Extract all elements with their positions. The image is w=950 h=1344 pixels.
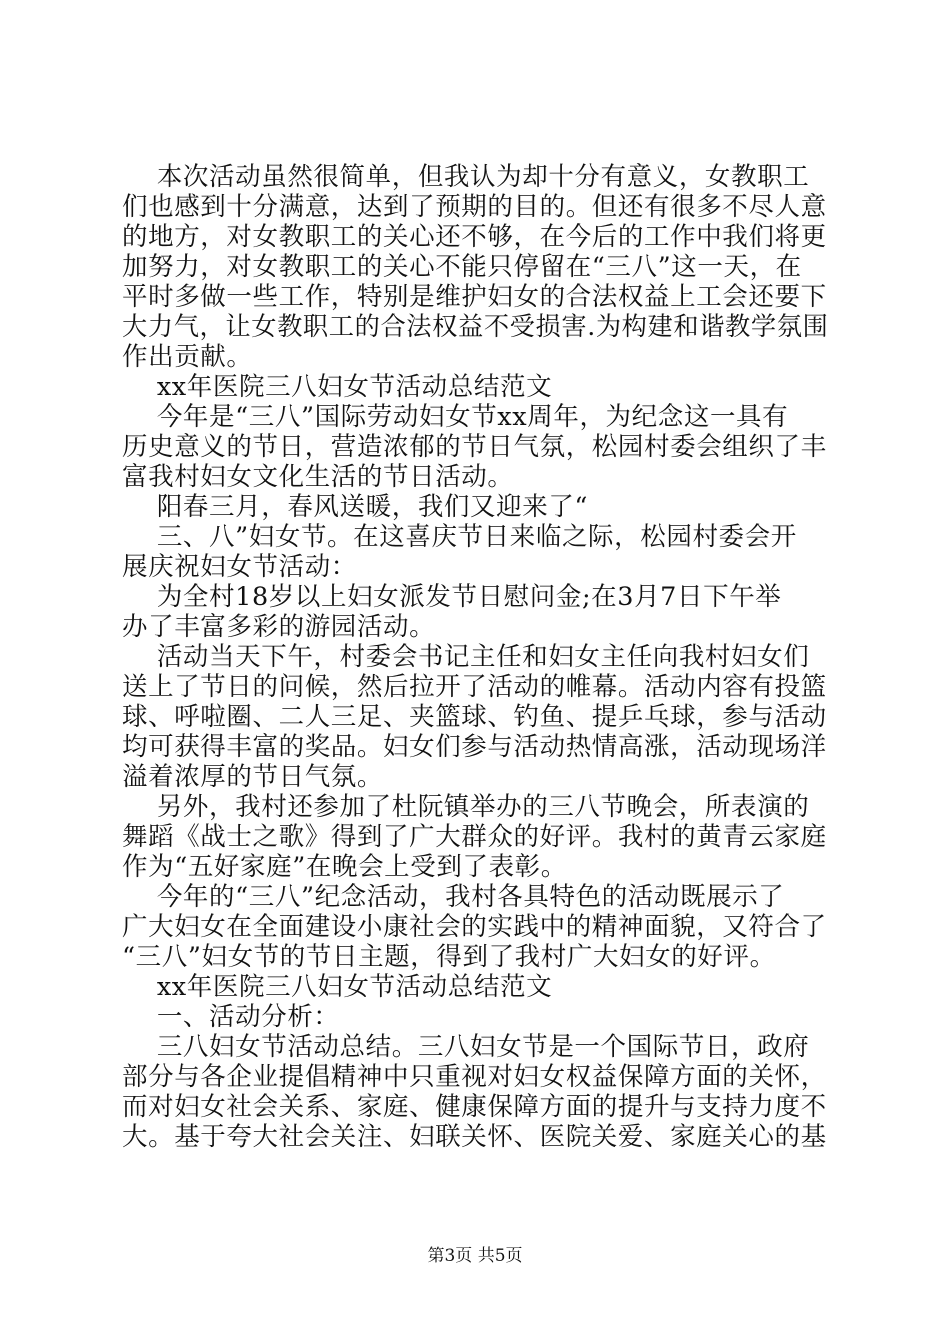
text-line: 另外，我村还参加了杜阮镇举办的三八节晚会，所表演的 (122, 792, 810, 822)
text-line: 广大妇女在全面建设小康社会的实践中的精神面貌，又符合了 (122, 912, 827, 942)
text-line: 三八妇女节活动总结。三八妇女节是一个国际节日，政府 (122, 1032, 810, 1062)
text-line: 今年是“三八”国际劳动妇女节xx周年，为纪念这一具有 (122, 402, 789, 432)
text-line: 为全村18岁以上妇女派发节日慰问金;在3月7日下午举 (122, 582, 782, 612)
text-line: 展庆祝妇女节活动： (122, 552, 357, 582)
text-line: 送上了节日的问候，然后拉开了活动的帷幕。活动内容有投篮 (122, 672, 827, 702)
text-line: 均可获得丰富的奖品。妇女们参与活动热情高涨，活动现场洋 (122, 732, 827, 762)
text-line: 溢着浓厚的节日气氛。 (122, 762, 384, 792)
text-line: 部分与各企业提倡精神中只重视对妇女权益保障方面的关怀， (122, 1062, 827, 1092)
text-line: 一、活动分析： (122, 1002, 340, 1032)
text-line: 加努力，对女教职工的关心不能只停留在“三八”这一天，在 (122, 252, 802, 282)
text-line: 阳春三月，春风送暖，我们又迎来了“ (122, 492, 589, 522)
text-line: 作出贡献。 (122, 342, 253, 372)
text-line: 今年的“三八”纪念活动，我村各具特色的活动既展示了 (122, 882, 785, 912)
text-line: 活动当天下午，村委会书记主任和妇女主任向我村妇女们 (122, 642, 810, 672)
text-line: 大力气，让女教职工的合法权益不受损害.为构建和谐教学氛围 (122, 312, 829, 342)
page-footer: 第3页 共5页 (427, 1246, 523, 1266)
text-line: 本次活动虽然很简单，但我认为却十分有意义，女教职工 (122, 162, 810, 192)
text-line: 舞蹈《战士之歌》得到了广大群众的好评。我村的黄青云家庭 (122, 822, 827, 852)
text-line: 的地方，对女教职工的关心还不够，在今后的工作中我们将更 (122, 222, 827, 252)
text-line: 历史意义的节日，营造浓郁的节日气氛，松园村委会组织了丰 (122, 432, 827, 462)
text-line: xx年医院三八妇女节活动总结范文 (122, 972, 553, 1002)
text-line: 办了丰富多彩的游园活动。 (122, 612, 436, 642)
text-line: 大。基于夸大社会关注、妇联关怀、医院关爱、家庭关心的基 (122, 1122, 827, 1152)
text-line: 平时多做一些工作，特别是维护妇女的合法权益上工会还要下 (122, 282, 827, 312)
text-line: 三、八”妇女节。在这喜庆节日来临之际，松园村委会开 (122, 522, 797, 552)
text-line: xx年医院三八妇女节活动总结范文 (122, 372, 553, 402)
text-line: 作为“五好家庭”在晚会上受到了表彰。 (122, 852, 567, 882)
text-line: 富我村妇女文化生活的节日活动。 (122, 462, 514, 492)
text-line: 们也感到十分满意，达到了预期的目的。但还有很多不尽人意 (122, 192, 827, 222)
text-line: 而对妇女社会关系、家庭、健康保障方面的提升与支持力度不 (122, 1092, 827, 1122)
text-line: 球、呼啦圈、二人三足、夹篮球、钓鱼、提乒乓球，参与活动 (122, 702, 827, 732)
text-line: “三八”妇女节的节日主题，得到了我村广大妇女的好评。 (122, 942, 776, 972)
